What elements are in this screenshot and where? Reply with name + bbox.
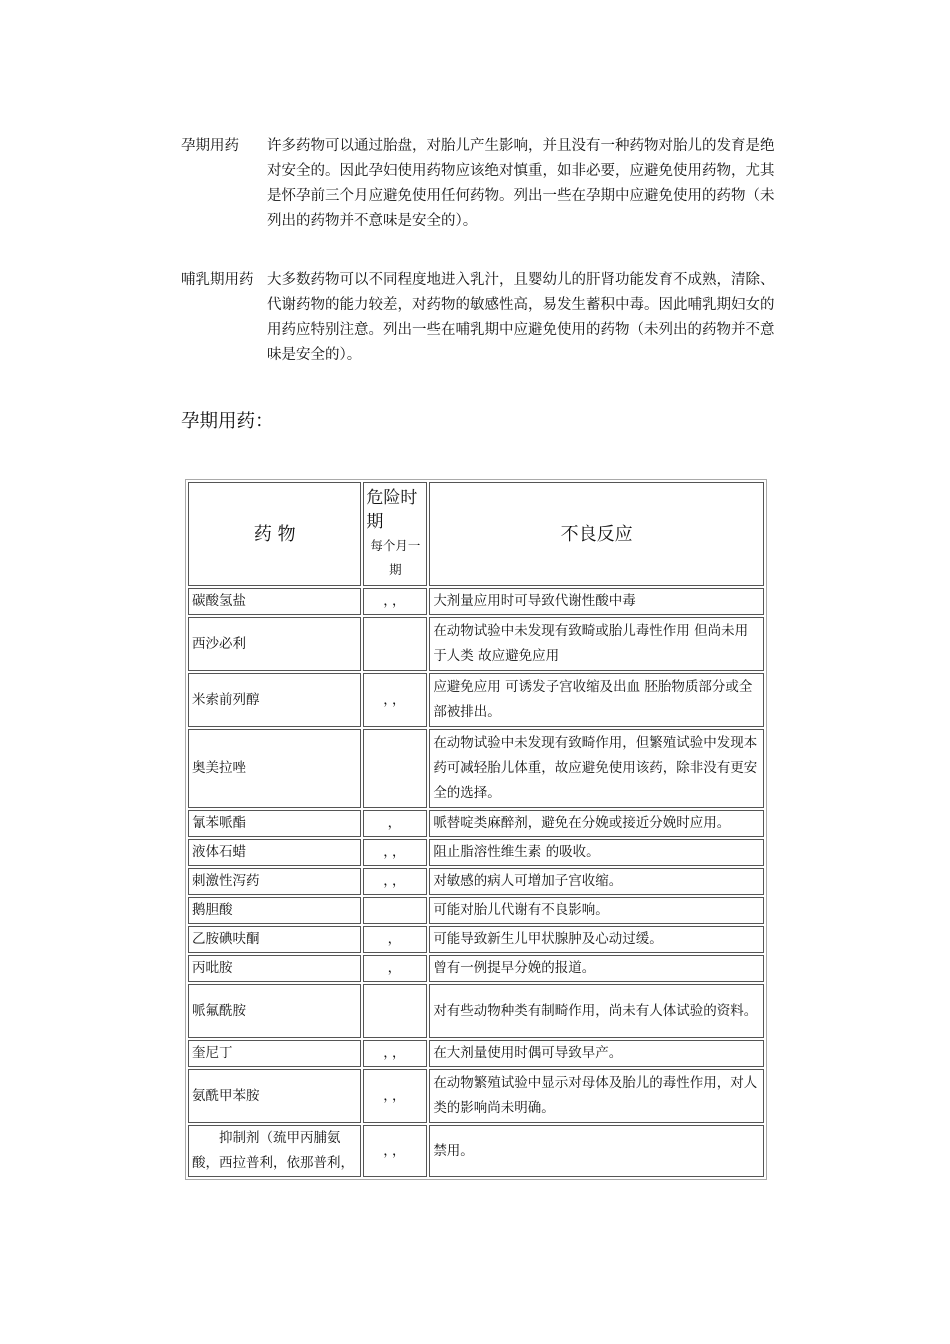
- drug-cell: 刺激性泻药: [188, 868, 361, 895]
- risk-cell: ，: [363, 955, 427, 982]
- reaction-cell: 哌替啶类麻醉剂，避免在分娩或接近分娩时应用。: [429, 810, 764, 837]
- drug-cell: 乙胺碘呋酮: [188, 926, 361, 953]
- risk-cell: [363, 729, 427, 808]
- reaction-cell: 大剂量应用时可导致代谢性酸中毒: [429, 588, 764, 615]
- risk-cell: [363, 897, 427, 924]
- reaction-cell: 在大剂量使用时偶可导致早产。: [429, 1040, 764, 1067]
- risk-cell: ，: [363, 810, 427, 837]
- risk-cell: ，，: [363, 673, 427, 727]
- header-risk-main: 危险时期: [366, 488, 418, 532]
- reaction-cell: 对敏感的病人可增加子宫收缩。: [429, 868, 764, 895]
- table-row: [188, 1040, 764, 1067]
- section-text: 许多药物可以通过胎盘，对胎儿产生影响，并且没有一种药物对胎儿的发育是绝对安全的。因此孕妇使用药物应该绝对慎重，如非必要，应避免使用药物，尤其是怀孕前三个月应避免使用任何药物。列出一些在孕期中应避免使用的药物（未列出的药物并不意味是安全的）。: [267, 138, 775, 229]
- drug-cell: 氰苯哌酯: [188, 810, 361, 837]
- section-term: 孕期用药: [181, 138, 239, 154]
- risk-cell: ，: [363, 926, 427, 953]
- table-row: [188, 729, 764, 808]
- reaction-cell: 可能导致新生儿甲状腺肿及心动过缓。: [429, 926, 764, 953]
- table-header-row: [188, 482, 764, 586]
- table-row: [188, 926, 764, 953]
- drug-cell: 丙吡胺: [188, 955, 361, 982]
- table-row: [188, 984, 764, 1038]
- table-row: [188, 839, 764, 866]
- table-row: [188, 617, 764, 671]
- lactation-drug-section: [181, 268, 781, 368]
- drug-cell: 奎尼丁: [188, 1040, 361, 1067]
- table-row: [188, 588, 764, 615]
- reaction-cell: 在动物试验中未发现有致畸或胎儿毒性作用 但尚未用于人类 故应避免应用: [429, 617, 764, 671]
- table-row: [188, 1125, 764, 1177]
- drug-cell: 西沙必利: [188, 617, 361, 671]
- drug-cell: 液体石蜡: [188, 839, 361, 866]
- drug-cell: 氨酰甲苯胺: [188, 1069, 361, 1123]
- table-row: [188, 810, 764, 837]
- reaction-cell: 可能对胎儿代谢有不良影响。: [429, 897, 764, 924]
- table-row: [188, 868, 764, 895]
- risk-cell: ，，: [363, 839, 427, 866]
- drug-cell: 碳酸氢盐: [188, 588, 361, 615]
- section-term: 哺乳期用药: [181, 272, 254, 288]
- section-text: 大多数药物可以不同程度地进入乳汁，且婴幼儿的肝肾功能发育不成熟，清除、代谢药物的能力较差，对药物的敏感性高，易发生蓄积中毒。因此哺乳期妇女的用药应特别注意。列出一些在哺乳期中应避免使用的药物（未列出的药物并不意味是安全的）。: [267, 272, 775, 363]
- risk-cell: ，，: [363, 1125, 427, 1177]
- reaction-cell: 曾有一例提早分娩的报道。: [429, 955, 764, 982]
- pregnancy-drug-table: [185, 479, 767, 1180]
- risk-cell: ，，: [363, 1040, 427, 1067]
- header-reaction: 不良反应: [429, 482, 764, 586]
- risk-cell: [363, 984, 427, 1038]
- drug-cell: 米索前列醇: [188, 673, 361, 727]
- table-row: [188, 1069, 764, 1123]
- risk-cell: ，，: [363, 1069, 427, 1123]
- drug-cell: 奥美拉唑: [188, 729, 361, 808]
- drug-cell: [188, 1125, 361, 1177]
- risk-cell: ，，: [363, 868, 427, 895]
- header-drug: 药 物: [188, 482, 361, 586]
- table-row: [188, 955, 764, 982]
- drug-cell: 鹅胆酸: [188, 897, 361, 924]
- risk-cell: ，，: [363, 588, 427, 615]
- section-heading: 孕期用药：: [181, 411, 274, 432]
- drug-cell: 哌氟酰胺: [188, 984, 361, 1038]
- header-risk-sub: 每个月一期: [370, 538, 421, 577]
- table-row: [188, 897, 764, 924]
- reaction-cell: 对有些动物种类有制畸作用，尚未有人体试验的资料。: [429, 984, 764, 1038]
- reaction-cell: 在动物繁殖试验中显示对母体及胎儿的毒性作用，对人类的影响尚未明确。: [429, 1069, 764, 1123]
- risk-cell: [363, 617, 427, 671]
- table-row: [188, 673, 764, 727]
- reaction-cell: 阻止脂溶性维生素 的吸收。: [429, 839, 764, 866]
- drug-cell-text: 抑制剂（巯甲丙脯氨酸，西拉普利，依那普利，: [192, 1130, 354, 1171]
- reaction-cell: 应避免应用 可诱发子宫收缩及出血 胚胎物质部分或全部被排出。: [429, 673, 764, 727]
- reaction-cell: 禁用。: [429, 1125, 764, 1177]
- pregnancy-drug-section: [181, 134, 781, 234]
- header-risk-period: [363, 482, 427, 586]
- reaction-cell: 在动物试验中未发现有致畸作用，但繁殖试验中发现本药可减轻胎儿体重，故应避免使用该药，除非没有更安全的选择。: [429, 729, 764, 808]
